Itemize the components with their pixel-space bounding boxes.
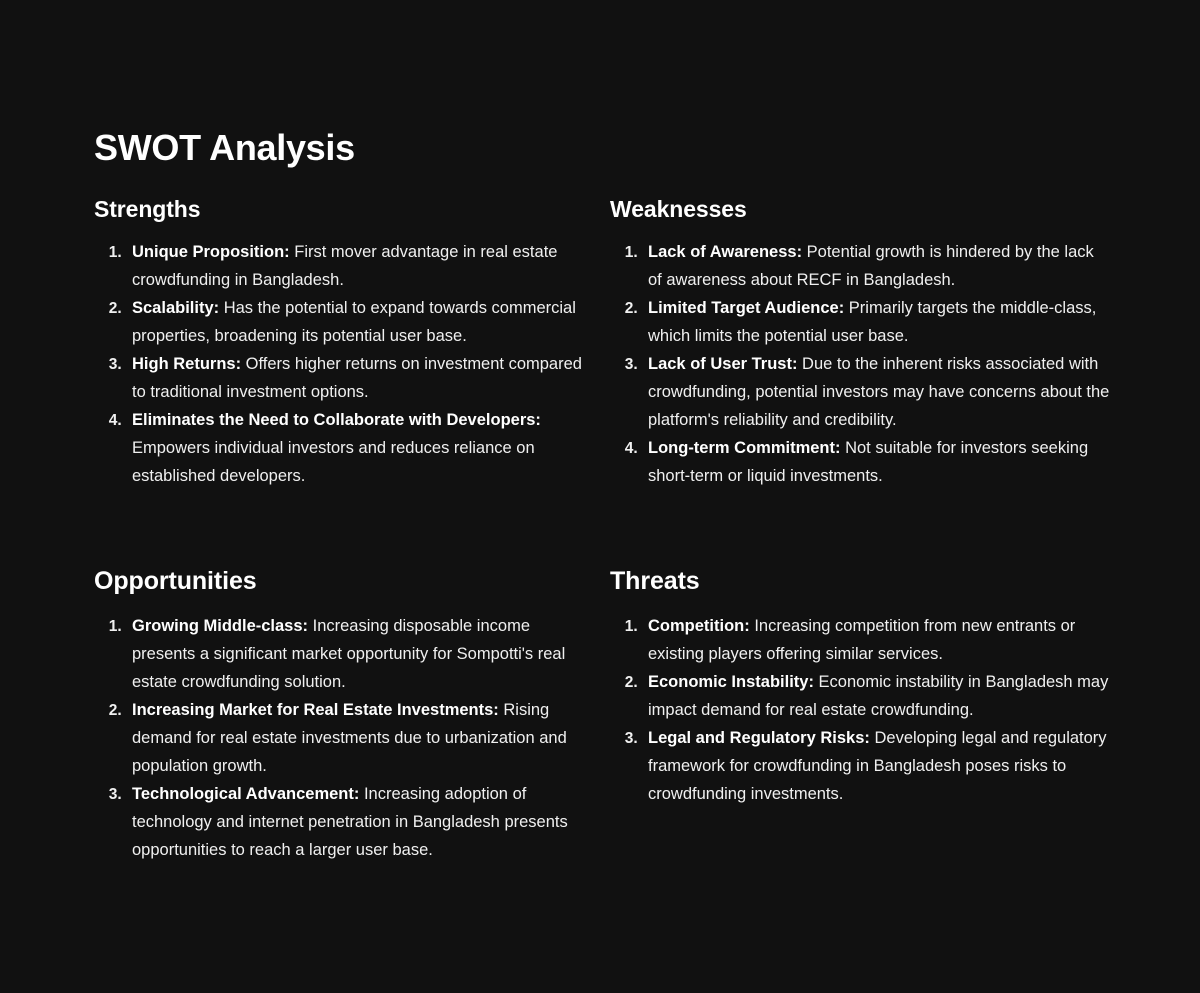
item-label: Competition:: [648, 617, 750, 635]
item-text: Not suitable for investors seeking short-term or liquid investments.: [648, 438, 1089, 485]
section-heading-weaknesses: Weaknesses: [610, 196, 747, 222]
list-item: [642, 434, 1110, 490]
list-item: [642, 668, 1110, 724]
list-item: [642, 724, 1110, 808]
swot-quadrant-weaknesses: [600, 196, 1200, 490]
item-text: Rising demand for real estate investments due to urbanization and population growth.: [132, 701, 567, 775]
swot-quadrant-strengths: [0, 196, 600, 490]
item-text: Developing legal and regulatory framework for crowdfunding in Bangladesh poses risks to crowdfunding investments.: [648, 729, 1107, 803]
item-text: Increasing competition from new entrants or existing players offering similar services.: [648, 617, 1076, 663]
item-text: Due to the inherent risks associated with crowdfunding, potential investors may have concerns about the platform's reliability and credibility.: [648, 354, 1110, 429]
swot-row-bottom: [0, 566, 1200, 896]
item-text: Primarily targets the middle-class, which limits the potential user base.: [648, 298, 1097, 345]
item-label: Long-term Commitment:: [648, 438, 841, 457]
opportunities-list: [94, 612, 588, 864]
swot-quadrant-threats: [600, 566, 1200, 808]
section-heading-opportunities: Opportunities: [94, 567, 257, 595]
item-text: Has the potential to expand towards commercial properties, broadening its potential user base.: [132, 298, 576, 345]
item-label: Growing Middle-class:: [132, 617, 309, 635]
item-text: Increasing disposable income presents a significant market opportunity for Sompotti's real estate crowdfunding solution.: [132, 617, 566, 691]
list-item: [642, 612, 1110, 668]
item-text: First mover advantage in real estate crowdfunding in Bangladesh.: [132, 242, 558, 289]
item-text: Economic instability in Bangladesh may impact demand for real estate crowdfunding.: [648, 673, 1109, 719]
item-text: Increasing adoption of technology and internet penetration in Bangladesh presents opportunities to reach a larger user base.: [132, 785, 568, 859]
item-label: Increasing Market for Real Estate Investments:: [132, 701, 499, 719]
item-label: Economic Instability:: [648, 673, 814, 691]
list-item: [126, 696, 588, 780]
list-item: [126, 612, 588, 696]
section-heading-threats: Threats: [610, 567, 700, 595]
list-item: [642, 350, 1110, 434]
item-text: Empowers individual investors and reduces reliance on established developers.: [132, 438, 535, 485]
list-item: [126, 350, 588, 406]
swot-grid: [0, 196, 1200, 896]
section-heading-strengths: Strengths: [94, 196, 201, 222]
item-label: Eliminates the Need to Collaborate with Developers:: [132, 410, 541, 429]
strengths-list: [94, 238, 588, 490]
list-item: [126, 294, 588, 350]
item-label: Limited Target Audience:: [648, 298, 845, 317]
item-label: Lack of Awareness:: [648, 242, 803, 261]
item-label: Lack of User Trust:: [648, 354, 798, 373]
item-text: Offers higher returns on investment compared to traditional investment options.: [132, 354, 582, 401]
list-item: [126, 406, 588, 490]
swot-quadrant-opportunities: [0, 566, 600, 864]
page-title: SWOT Analysis: [94, 127, 355, 168]
list-item: [642, 294, 1110, 350]
item-label: Scalability:: [132, 298, 220, 317]
item-label: Unique Proposition:: [132, 242, 290, 261]
list-item: [126, 238, 588, 294]
list-item: [642, 238, 1110, 294]
item-label: Technological Advancement:: [132, 785, 360, 803]
threats-list: [610, 612, 1110, 808]
swot-row-top: [0, 196, 1200, 566]
item-label: Legal and Regulatory Risks:: [648, 729, 870, 747]
weaknesses-list: [610, 238, 1110, 490]
item-text: Potential growth is hindered by the lack of awareness about RECF in Bangladesh.: [648, 242, 1094, 289]
list-item: [126, 780, 588, 864]
item-label: High Returns:: [132, 354, 242, 373]
